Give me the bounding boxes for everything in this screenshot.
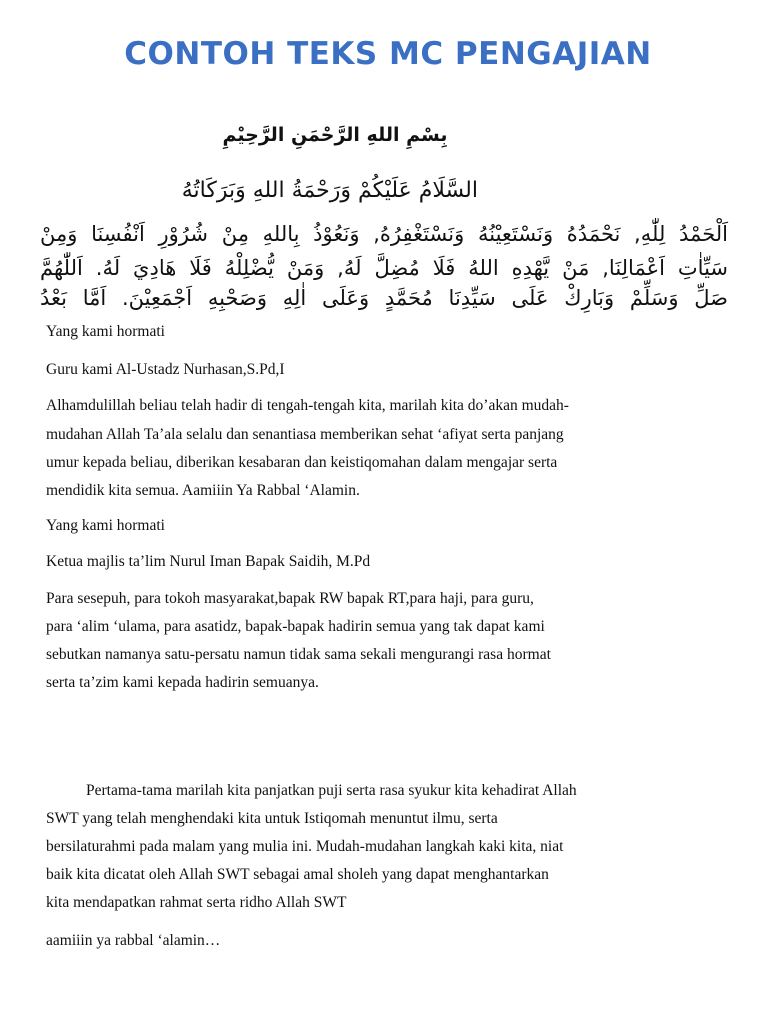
arabic-opening-line: اَلْحَمْدُ لِلّٰهِ, نَحْمَدُهُ وَنَسْتَعِيْنُهُ وَنَسْتَغْفِرُهُ, وَنَعُوْذُ بِاللهِ مِنْ شُرُوْرِ اَنْفُسِنَا وَمِنْ [40, 222, 728, 246]
gratitude-paragraph-line: kita mendapatkan rahmat serta ridho Allah SWT [46, 894, 347, 911]
audience-paragraph-line: sebutkan namanya satu-persatu namun tidak sama sekali mengurangi rasa hormat [46, 646, 551, 663]
arabic-opening-line: سَيِّاٰتِ اَعْمَالِنَا, مَنْ يَّهْدِهِ اللهُ فَلَا مُضِلَّ لَهُ, وَمَنْ يُّضْلِلْهُ فَلَا هَادِيَ لَهُ. اَللّٰهُمَّ [40, 256, 728, 280]
chairman-name-line: Ketua majlis ta’lim Nurul Iman Bapak Saidih, M.Pd [46, 553, 371, 570]
arabic-opening-line: صَلِّ وَسَلِّمْ وَبَارِكْ عَلَى سَيِّدِنَا مُحَمَّدٍ وَعَلَى اٰلِهِ وَصَحْبِهِ اَجْمَعِيْنَ. اَمَّا بَعْدُ [40, 286, 728, 310]
salam-greeting: السَّلَامُ عَلَيْكُمْ وَرَحْمَةُ اللهِ وَبَرَكَاتُهُ [181, 178, 478, 203]
audience-paragraph-line: serta ta’zim kami kepada hadirin semuanya. [46, 674, 319, 691]
closing-amin-line: aamiiin ya rabbal ‘alamin… [46, 932, 221, 949]
honor-heading: Yang kami hormati [46, 323, 165, 340]
gratitude-paragraph-line: SWT yang telah menghendaki kita untuk Istiqomah menuntut ilmu, serta [46, 810, 498, 827]
prayer-paragraph-line: umur kepada beliau, diberikan kesabaran dan keistiqomahan dalam mengajar serta [46, 454, 558, 471]
basmala-text: بِسْمِ اللهِ الرَّحْمَنِ الرَّحِيْمِ [222, 124, 448, 146]
honor-heading: Yang kami hormati [46, 517, 165, 534]
prayer-paragraph-line: Alhamdulillah beliau telah hadir di tengah-tengah kita, marilah kita do’akan mudah- [46, 397, 569, 414]
page-title: CONTOH TEKS MC PENGAJIAN [124, 36, 652, 72]
audience-paragraph-line: Para sesepuh, para tokoh masyarakat,bapak RW bapak RT,para haji, para guru, [46, 590, 534, 607]
prayer-paragraph-line: mudahan Allah Ta’ala selalu dan senantiasa memberikan sehat ‘afiyat serta panjang [46, 426, 564, 443]
gratitude-paragraph-line: baik kita dicatat oleh Allah SWT sebagai amal sholeh yang dapat menghantarkan [46, 866, 549, 883]
gratitude-paragraph-line: bersilaturahmi pada malam yang mulia ini. Mudah-mudahan langkah kaki kita, niat [46, 838, 564, 855]
gratitude-paragraph-line: Pertama-tama marilah kita panjatkan puji serta rasa syukur kita kehadirat Allah [86, 782, 577, 799]
audience-paragraph-line: para ‘alim ‘ulama, para asatidz, bapak-bapak hadirin semua yang tak dapat kami [46, 618, 545, 635]
teacher-name-line: Guru kami Al-Ustadz Nurhasan,S.Pd,I [46, 361, 285, 378]
prayer-paragraph-line: mendidik kita semua. Aamiiin Ya Rabbal ‘Alamin. [46, 482, 360, 499]
